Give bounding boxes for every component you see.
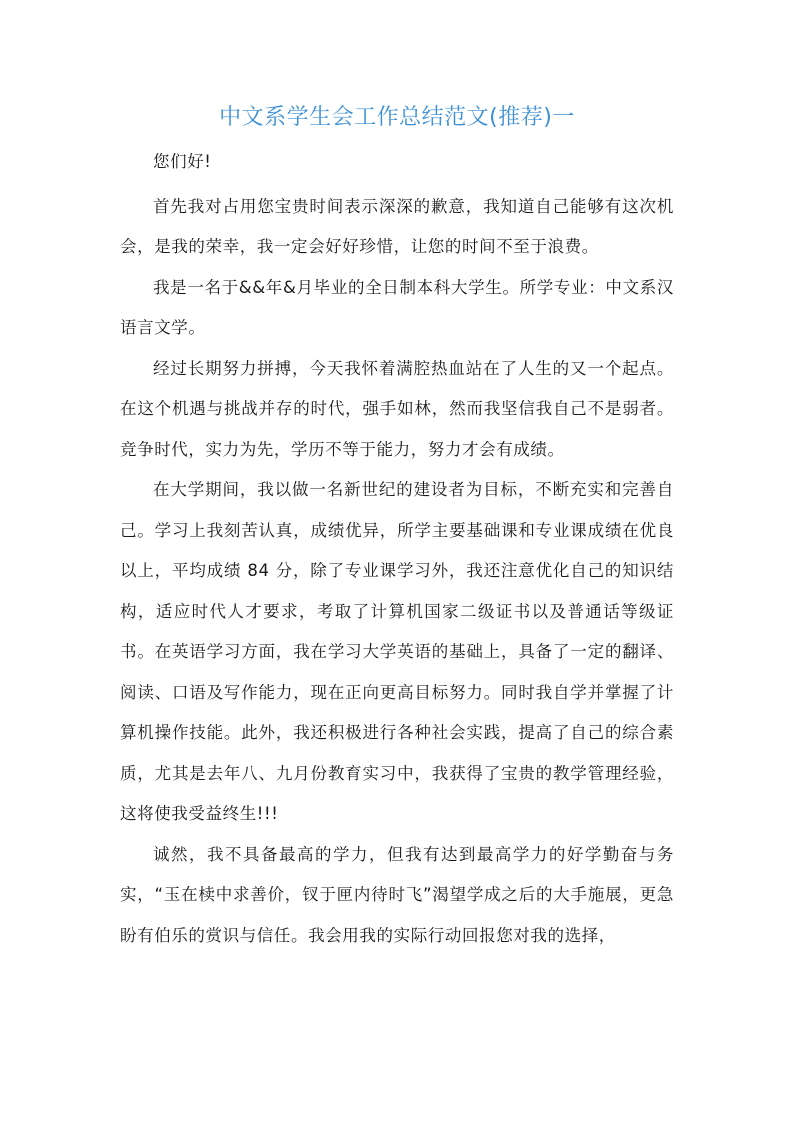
body-paragraph-3: 经过长期努力拼搏，今天我怀着满腔热血站在了人生的又一个起点。在这个机遇与挑战并存的时代，强手如林，然而我坚信我自己不是弱者。竞争时代，实力为先，学历不等于能力，努力才会有成绩。: [120, 358, 674, 459]
greeting-paragraph: 您们好!: [153, 152, 212, 171]
body-paragraph-1: 首先我对占用您宝贵时间表示深深的歉意，我知道自己能够有这次机会，是我的荣幸，我一定会好好珍惜，让您的时间不至于浪费。: [120, 196, 674, 256]
body-paragraph-2: 我是一名于&&年&月毕业的全日制本科大学生。所学专业：中文系汉语言文学。: [120, 277, 674, 337]
document-page: [120, 98, 674, 956]
body-paragraph-5: 诚然，我不具备最高的学力，但我有达到最高学力的好学勤奋与务实，“玉在椟中求善价，钗于匣内待时飞”渴望学成之后的大手施展，更急盼有伯乐的赏识与信任。我会用我的实际行动回报您对我的选择，: [120, 844, 674, 945]
body-paragraph-4: 在大学期间，我以做一名新世纪的建设者为目标，不断充实和完善自己。学习上我刻苦认真，成绩优异，所学主要基础课和专业课成绩在优良以上，平均成绩 84 分，除了专业课学习外，我还注意优化自己的知识结构，适应时代人才要求，考取了计算机国家二级证书以及普通话等级证书。在英语学习方面，我在学习大学英语的基础上，具备了一定的翻译、阅读、口语及写作能力，现在正向更高目标努力。同时我自学并掌握了计算机操作技能。此外，我还积极进行各种社会实践，提高了自己的综合素质，尤其是去年八、九月份教育实习中，我获得了宝贵的教学管理经验，这将使我受益终生!!!: [120, 480, 674, 823]
document-title: 中文系学生会工作总结范文(推荐)一: [219, 105, 575, 130]
